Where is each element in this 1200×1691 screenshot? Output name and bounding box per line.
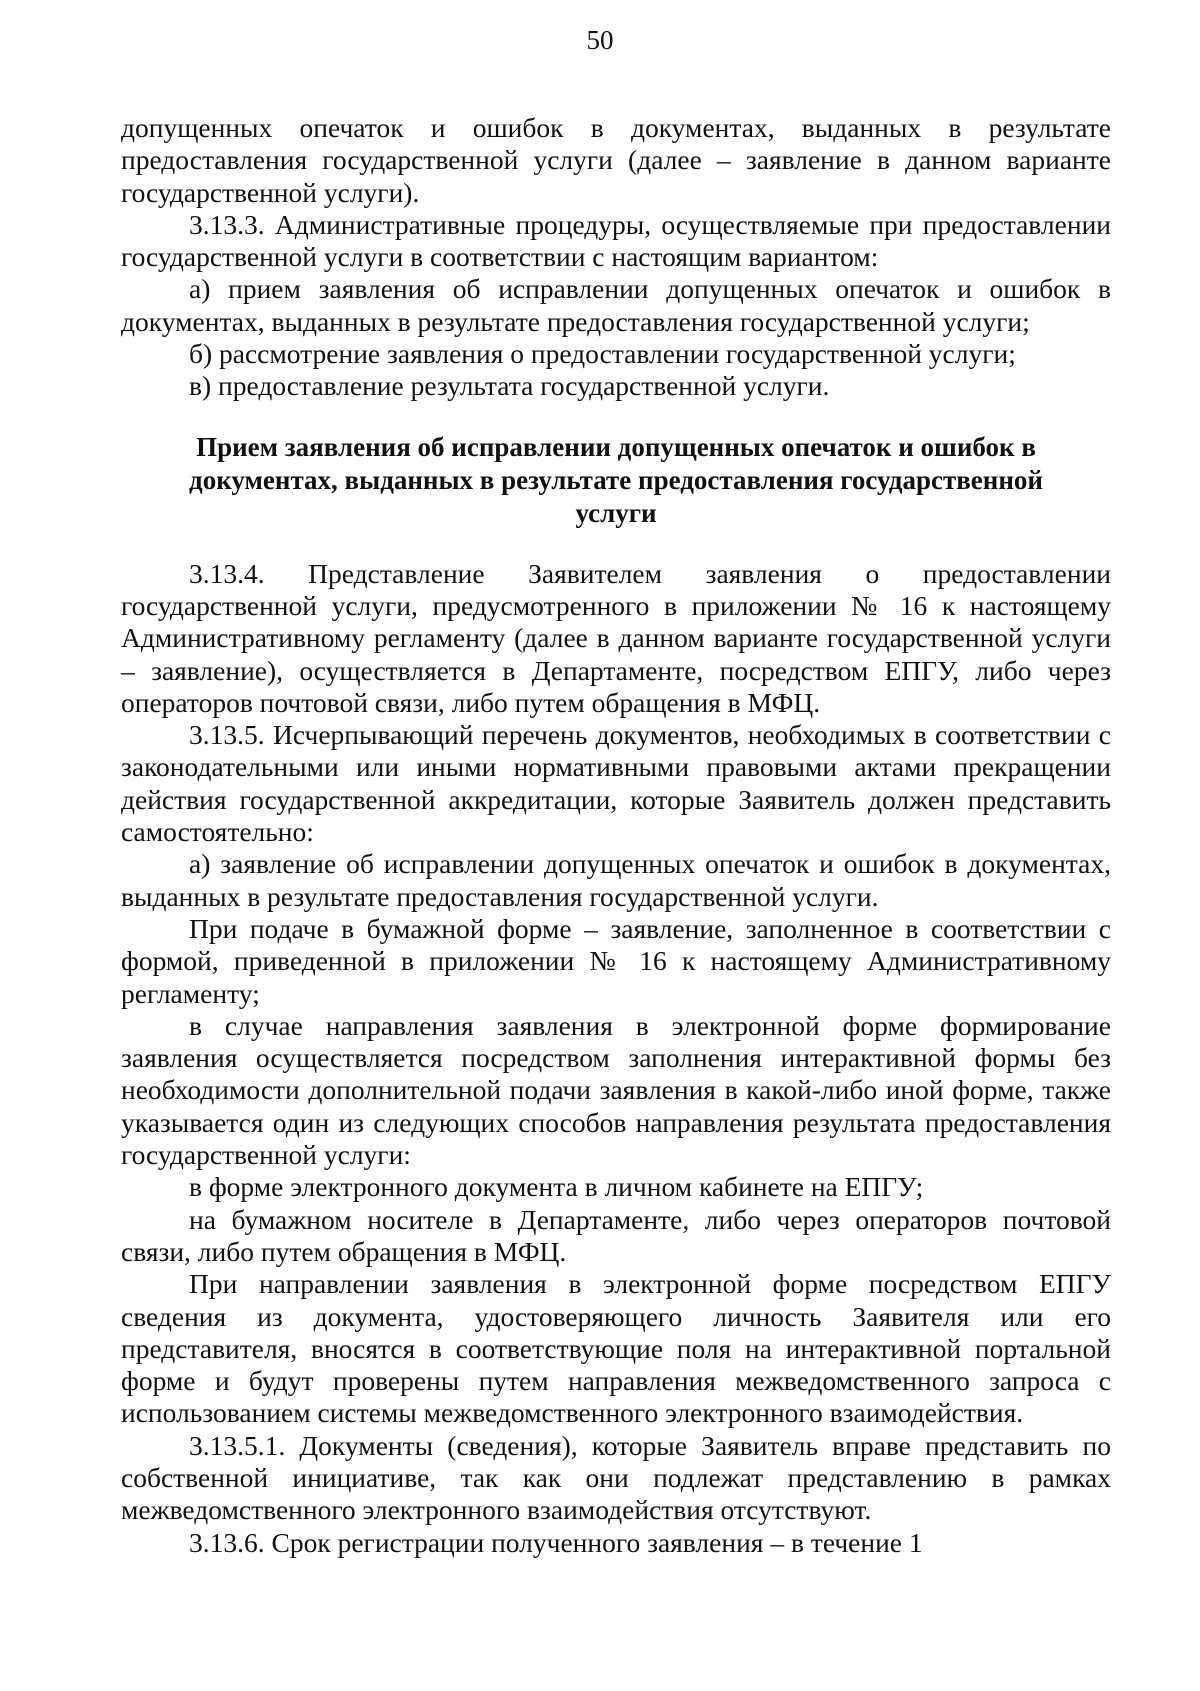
paragraph-3-13-4: 3.13.4. Представление Заявителем заявления о предоставлении государственной услуги, предусмотренного в приложении № 16 к настоящему Административному регламенту (далее в данном варианте государственной услуги – заявление), осуществляется в Департаменте, посредством ЕПГУ, либо через операторов почтовой связи, либо путем обращения в МФЦ.: [121, 557, 1111, 718]
paragraph-3-13-3: 3.13.3. Административные процедуры, осуществляемые при предоставлении государственной услуги в соответствии с настоящим вариантом:: [121, 208, 1111, 273]
paragraph-paper-form: При подаче в бумажной форме – заявление, заполненное в соответствии с формой, приведенной в приложении № 16 к настоящему Административному регламенту;: [121, 912, 1111, 1009]
page-number: 50: [586, 25, 614, 55]
paragraph-electronic-form: в случае направления заявления в электронной форме формирование заявления осуществляется посредством заполнения интерактивной формы без необходимости дополнительной подачи заявления в какой-либо иной форме, также указывается один из следующих способов направления результата предоставления государственной услуги:: [121, 1009, 1111, 1171]
section-heading: Прием заявления об исправлении допущенных опечаток и ошибок в документах, выданных в результате предоставления государственной услуги: [189, 431, 1043, 528]
document-body: [121, 112, 1111, 1559]
list-item-v: в) предоставление результата государственной услуги.: [189, 370, 830, 402]
paragraph-continuation: допущенных опечаток и ошибок в документах, выданных в результате предоставления государственной услуги (далее – заявление в данном варианте государственной услуги).: [121, 112, 1111, 208]
paragraph-paper-carrier: на бумажном носителе в Департаменте, либо через операторов почтовой связи, либо путем обращения в МФЦ.: [121, 1203, 1111, 1267]
paragraph-electronic-submission: При направлении заявления в электронной форме посредством ЕПГУ сведения из документа, удостоверяющего личность Заявителя или его представителя, вносятся в соответствующие поля на интерактивной портальной форме и будут проверены путем направления межведомственного запроса с использованием системы межведомственного электронного взаимодействия.: [121, 1268, 1111, 1429]
paragraph-epgu-cabinet: в форме электронного документа в личном кабинете на ЕПГУ;: [189, 1171, 924, 1203]
paragraph-3-13-6: 3.13.6. Срок регистрации полученного заявления – в течение 1: [189, 1526, 923, 1558]
list-item-b: б) рассмотрение заявления о предоставлении государственной услуги;: [189, 338, 1016, 370]
list-item-a: а) прием заявления об исправлении допущенных опечаток и ошибок в документах, выданных в результате предоставления государственной услуги;: [121, 273, 1111, 337]
paragraph-3-13-5: 3.13.5. Исчерпывающий перечень документов, необходимых в соответствии с законодательными или иными нормативными правовыми актами прекращении действия государственной аккредитации, которые Заявитель должен представить самостоятельно:: [121, 719, 1111, 848]
paragraph-3-13-5-1: 3.13.5.1. Документы (сведения), которые Заявитель вправе представить по собственной инициативе, так как они подлежат представлению в рамках межведомственного электронного взаимодействия отсутствуют.: [121, 1429, 1111, 1526]
list-item-a-application: а) заявление об исправлении допущенных опечаток и ошибок в документах, выданных в результате предоставления государственной услуги.: [121, 848, 1111, 912]
